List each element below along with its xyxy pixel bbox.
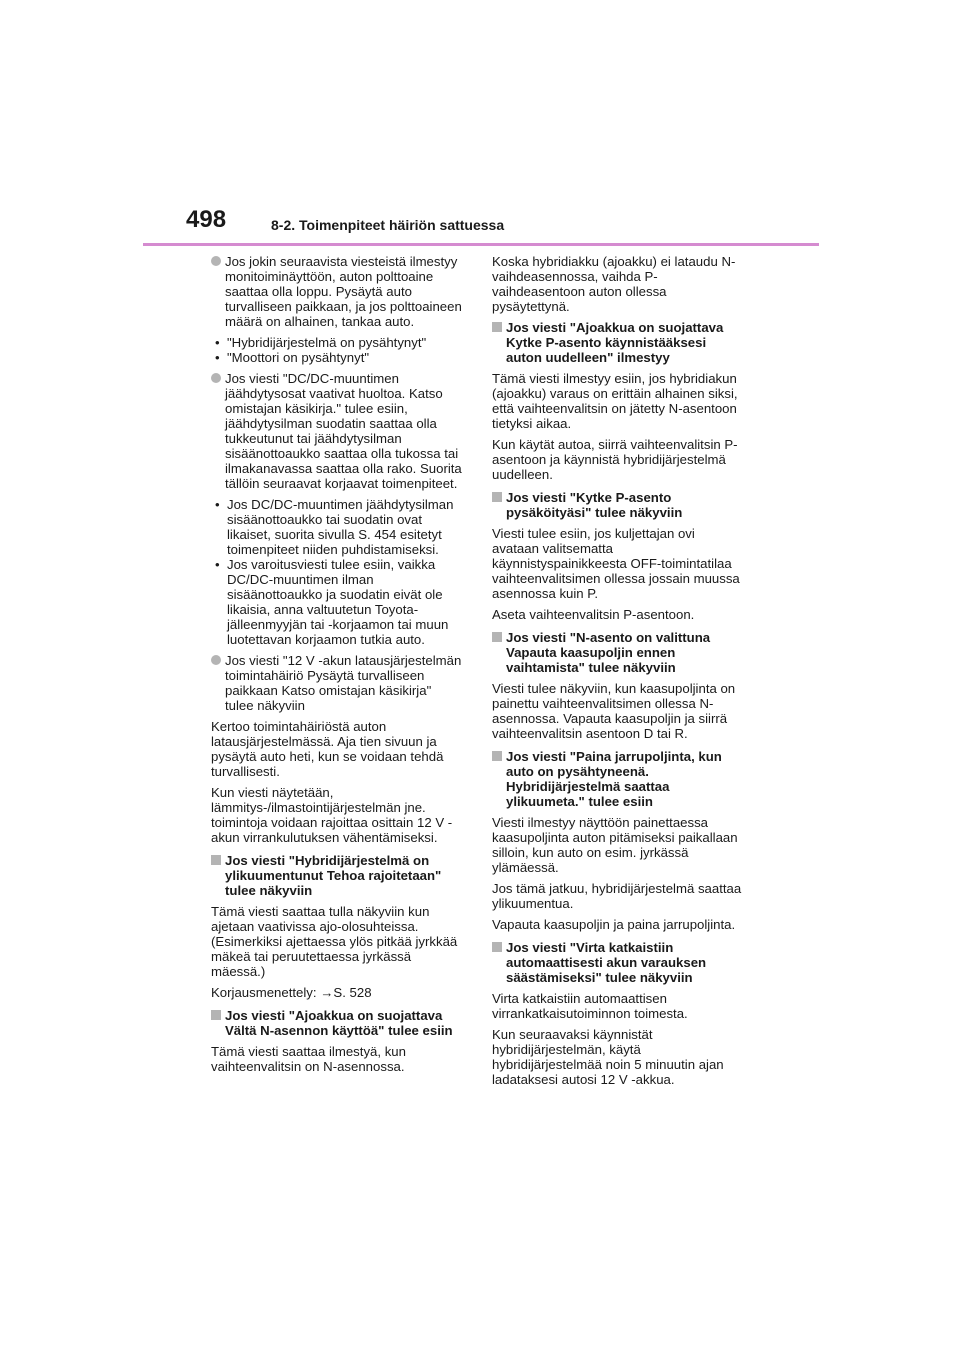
subheading-text: Jos viesti "Virta katkaistiin automaattisesti akun varauksen säästämiseksi" tulee näkyviin [506,940,707,985]
circle-bullet-icon [211,256,221,266]
subheading [492,490,744,520]
subheading-text: Jos viesti "Kytke P-asento pysäköityäsi" tulee näkyviin [506,490,683,520]
sub-list [211,335,463,365]
subheading [211,1008,463,1038]
paragraph: Korjausmenettely: →S. 528 [211,985,372,1000]
paragraph: Viesti tulee esiin, jos kuljettajan ovi avataan valitsematta käynnistyspainikkeesta OFF-toimintatilaa vaihteenvalitsimen ollessa jossain muussa asennossa kuin P. [492,526,740,601]
bullet-item [211,371,463,491]
subheading-text: Jos viesti "Ajoakkua on suojattava Kytke P-asento käynnistääksesi auton uudelleen" ilmestyy [506,320,724,365]
bullet-text: Jos jokin seuraavista viesteistä ilmestyy monitoiminäyttöön, auton polttoaine saattaa olla loppu. Pysäytä auto turvalliseen paikkaan, ja jos polttoaineen määrä on alhainen, tankaa auto. [225,254,462,329]
sub-list-item [211,335,463,350]
paragraph: Viesti ilmestyy näyttöön painettaessa kaasupoljinta auton pitämiseksi paikallaan silloin, kun auto on esim. jyrkässä ylämäessä. [492,815,738,875]
square-bullet-icon [492,751,502,761]
dot-bullet-icon: • [215,350,220,365]
left-column [211,254,463,1080]
paragraph: Kertoo toimintahäiriöstä auton latausjärjestelmässä. Aja tien sivuun ja pysäytä auto heti, kun se voidaan tehdä turvallisesti. [211,719,444,779]
square-bullet-icon [492,322,502,332]
paragraph: Tämä viesti ilmestyy esiin, jos hybridiakun (ajoakku) varaus on erittäin alhainen siksi, että vaihteenvalitsin on jätetty N-asentoon tietyksi aikaa. [492,371,738,431]
bullet-item [211,653,463,713]
sub-item-text: Jos varoitusviesti tulee esiin, vaikka DC/DC-muuntimen ilman sisäänottoaukko ja suodatin eivät ole likaisia, anna valtuutetun Toyota-jälleenmyyjän tai -korjaamon tai muun luotettavan korjaamon tutkia auto. [227,557,449,647]
paragraph: Kun viesti näytetään, lämmitys-/ilmastointijärjestelmän jne. toimintoja voidaan rajoittaa osittain 12 V -akun virrankulutuksen vähentämiseksi. [211,785,453,845]
sub-list-item [211,497,463,557]
sub-list-item [211,557,463,647]
square-bullet-icon [211,855,221,865]
paragraph: Koska hybridiakku (ajoakku) ei lataudu N-vaihdeasennossa, vaihda P-vaihdeasentoon auton ollessa pysäytettynä. [492,254,736,314]
subheading [492,940,744,985]
paragraph: Viesti tulee näkyviin, kun kaasupoljinta on painettu vaihteenvalitsimen ollessa N-asennossa. Vapauta kaasupoljin ja siirrä vaihteenvalitsin asentoon D tai R. [492,681,736,741]
paragraph: Kun seuraavaksi käynnistät hybridijärjestelmän, käytä hybridijärjestelmää noin 5 minuutin ajan ladataksesi autosi 12 V -akkua. [492,1027,724,1087]
subheading-text: Jos viesti "N-asento on valittuna Vapauta kaasupoljin ennen vaihtamista" tulee näkyviin [506,630,711,675]
dot-bullet-icon: • [215,497,220,512]
header-rule [143,243,819,246]
square-bullet-icon [492,632,502,642]
circle-bullet-icon [211,655,221,665]
subheading-text: Jos viesti "Hybridijärjestelmä on ylikuumentunut Tehoa rajoitetaan" tulee näkyviin [225,853,442,898]
square-bullet-icon [211,1010,221,1020]
subheading-text: Jos viesti "Ajoakkua on suojattava Vältä N-asennon käyttöä" tulee esiin [225,1008,453,1038]
paragraph: Tämä viesti saattaa ilmestyä, kun vaihteenvalitsin on N-asennossa. [211,1044,406,1074]
sub-item-text: "Moottori on pysähtynyt" [227,350,370,365]
bullet-text: Jos viesti "DC/DC-muuntimen jäähdytysosat vaativat huoltoa. Katso omistajan käsikirja." tulee esiin, jäähdytysilman suodatin saattaa olla tukkeutunut tai jäähdytysilman sisäänottoaukko saattaa olla tukossa tai ilmakanavassa saattaa olla rako. Suorita tällöin seuraavat korjaavat toimenpiteet. [225,371,462,491]
sub-list-item [211,350,463,365]
sub-list [211,497,463,647]
subheading [492,320,744,365]
dot-bullet-icon: • [215,335,220,350]
paragraph: Virta katkaistiin automaattisen virrankatkaisutoiminnon toimesta. [492,991,688,1021]
paragraph: Jos tämä jatkuu, hybridijärjestelmä saattaa ylikuumentua. [492,881,742,911]
sub-item-text: "Hybridijärjestelmä on pysähtynyt" [227,335,427,350]
dot-bullet-icon: • [215,557,220,572]
sub-item-text: Jos DC/DC-muuntimen jäähdytysilman sisäänottoaukko tai suodatin ovat likaiset, suorita sivulla S. 454 esitetyt toimenpiteet niiden puhdistamiseksi. [227,497,454,557]
subheading [492,749,744,809]
bullet-item [211,254,463,329]
paragraph: Vapauta kaasupoljin ja paina jarrupoljinta. [492,917,736,932]
subheading [492,630,744,675]
subheading [211,853,463,898]
paragraph: Kun käytät autoa, siirrä vaihteenvalitsin P-asentoon ja käynnistä hybridijärjestelmä uudelleen. [492,437,738,482]
square-bullet-icon [492,492,502,502]
section-title: 8-2. Toimenpiteet häiriön sattuessa [271,217,505,233]
bullet-text: Jos viesti "12 V -akun latausjärjestelmän toimintahäiriö Pysäytä turvalliseen paikkaan Katso omistajan käsikirja" tulee näkyviin [225,653,462,713]
square-bullet-icon [492,942,502,952]
right-column [492,254,744,1093]
page-number: 498 [186,206,227,233]
subheading-text: Jos viesti "Paina jarrupoljinta, kun auto on pysähtyneenä. Hybridijärjestelmä saattaa ylikuumeta." tulee esiin [506,749,722,809]
paragraph: Tämä viesti saattaa tulla näkyviin kun ajetaan vaativissa ajo-olosuhteissa. (Esimerkiksi ajettaessa ylös pitkää jyrkkää mäkeä tai peruutettaessa jyrkässä mäessä.) [211,904,458,979]
paragraph: Aseta vaihteenvalitsin P-asentoon. [492,607,695,622]
circle-bullet-icon [211,373,221,383]
